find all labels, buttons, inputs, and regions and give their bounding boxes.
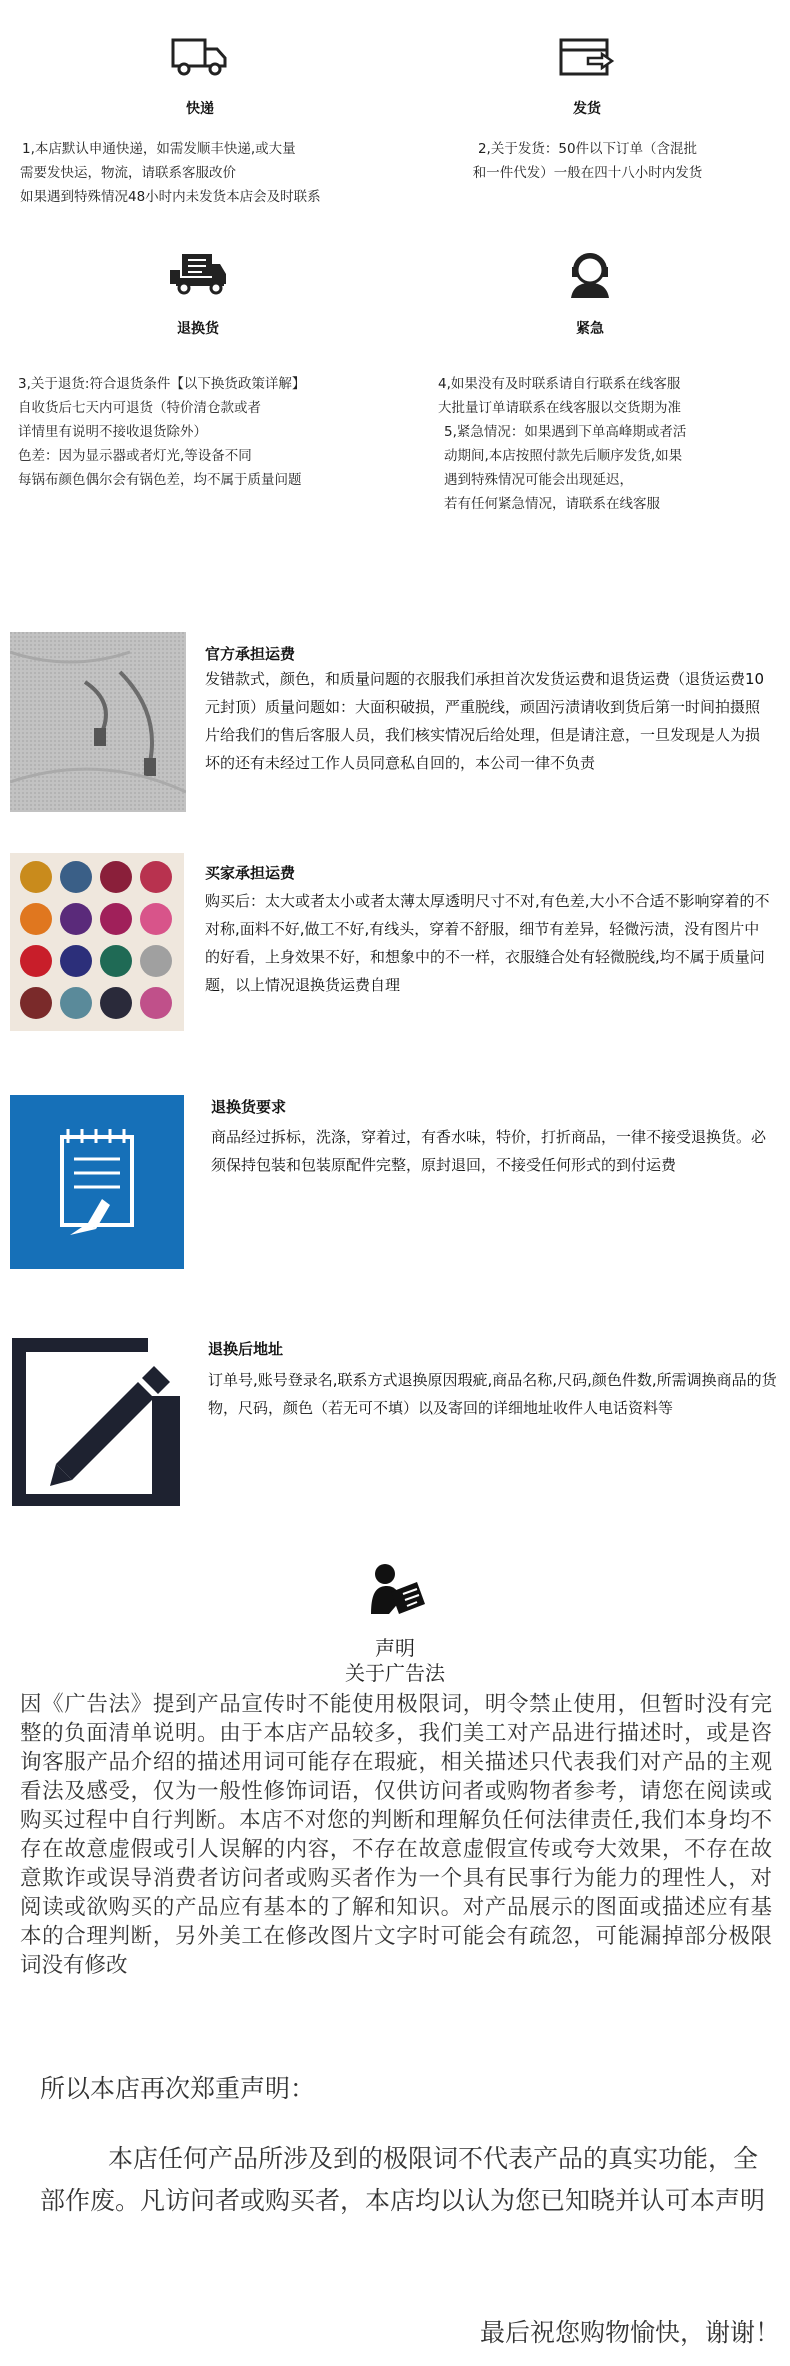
yarn-swatch <box>60 861 92 893</box>
edit-pencil-icon <box>10 1336 182 1508</box>
yarn-color-swatches-photo <box>10 853 184 1031</box>
returns-line: 自收货后七天内可退货（特价清仓款或者 <box>18 400 261 416</box>
section-body: 商品经过拆标，洗涤，穿着过，有香水味，特价，打折商品，一律不接受退换货。必须保持包装和包装原配件完整，原封退回，不接受任何形式的到付运费 <box>211 1128 767 1174</box>
customer-service-icon <box>565 250 615 300</box>
urgent-line: 若有任何紧急情况，请联系在线客服 <box>444 496 660 512</box>
urgent-line: 大批量订单请联系在线客服以交货期为准 <box>438 400 681 416</box>
yarn-swatch <box>100 945 132 977</box>
yarn-swatch <box>140 945 172 977</box>
urgent-title: 紧急 <box>576 321 604 337</box>
declaration-restate: 所以本店再次郑重声明： <box>40 2074 316 2103</box>
declaration-body: 因《广告法》提到产品宣传时不能使用极限词，明令禁止使用，但暂时没有完整的负面清单说明。由于本店产品较多，我们美工对产品进行描述时，或是咨询客服产品介绍的描述用词可能存在瑕疵，相关描述只代表我们对产品的主观看法及感受，仅为一般性修饰词语，仅供访问者或购物者参考，请您在阅读或购买过程中自行判断。本店不对您的判断和理解负任何法律责任,我们本身均不存在故意虚假或引人误解的内容，不存在故意虚假宣传或夸大效果，不存在故意欺诈或误导消费者访问者或购买者作为一个具有民事行为能力的理性人，对阅读或欲购买的产品应有基本的了解和知识。对产品展示的图面或描述应有基本的合理判断，另外美工在修改图片文字时可能会有疏忽，可能漏掉部分极限词没有修改 <box>20 1692 772 1978</box>
express-line: 如果遇到特殊情况48小时内未发货本店会及时联系 <box>20 189 321 205</box>
yarn-swatch <box>140 987 172 1019</box>
declaration-statement: 本店任何产品所涉及到的极限词不代表产品的真实功能，全部作废。凡访问者或购买者，本店均以认为您已知晓并认可本声明 <box>40 2144 766 2215</box>
shipping-line: 2,关于发货：50件以下订单（含混批 <box>477 141 698 157</box>
section-body: 发错款式，颜色，和质量问题的衣服我们承担首次发货运费和退货运费（退货运费10元封顶）质量问题如：大面积破损，严重脱线，顽固污渍请收到货后第一时间拍摄照片给我们的售后客服人员，我们核实情况后给处理，但是请注意，一旦发现是人为损坏的还有未经过工作人员同意私自回的，本公司一律不负责 <box>205 670 765 772</box>
urgent-line: 动期间,本店按照付款先后顺序发货,如果 <box>444 448 683 464</box>
declaration-title: 声明 <box>375 1636 415 1660</box>
express-line: 1,本店默认申通快递，如需发顺丰快递,或大量 <box>22 141 296 157</box>
section-body: 订单号,账号登录名,联系方式退换原因瑕疵,商品名称,尺码,颜色件数,所需调换商品的货物，尺码，颜色（若无可不填）以及寄回的详细地址收件人电话资料等 <box>208 1371 777 1417</box>
returns-text <box>18 372 398 492</box>
yarn-swatch <box>100 987 132 1019</box>
express-title: 快递 <box>186 101 214 117</box>
shipping-text <box>395 137 780 185</box>
yarn-swatch <box>20 987 52 1019</box>
delivery-truck-icon <box>168 250 228 296</box>
returns-line: 3,关于退货:符合退货条件【以下换货政策详解】 <box>18 376 306 392</box>
shipping-line: 和一件代发）一般在四十八小时内发货 <box>472 165 703 181</box>
shipping-title: 发货 <box>573 101 601 117</box>
section-title: 退换后地址 <box>208 1340 284 1358</box>
yarn-swatch <box>60 987 92 1019</box>
yarn-swatch <box>100 861 132 893</box>
returns-title: 退换货 <box>177 321 219 337</box>
urgent-line: 遇到特殊情况可能会出现延迟， <box>444 472 633 488</box>
returns-line: 每锅布颜色偶尔会有锅色差，均不属于质量问题 <box>18 472 302 488</box>
yarn-swatch <box>20 945 52 977</box>
yarn-swatch <box>20 903 52 935</box>
declaration-subtitle: 关于广告法 <box>345 1661 445 1685</box>
yarn-swatch <box>60 903 92 935</box>
urgent-text <box>438 372 783 516</box>
yarn-swatch <box>140 903 172 935</box>
urgent-line: 5,紧急情况：如果遇到下单高峰期或者活 <box>444 424 687 440</box>
yarn-swatch <box>100 903 132 935</box>
section-body: 购买后：太大或者太小或者太薄太厚透明尺寸不对,有色差,大小不合适不影响穿着的不对称,面料不好,做工不好,有线头，穿着不舒服，细节有差异，轻微污渍，没有图片中的好看，上身效果不好，和想象中的不一样，衣服缝合处有轻微脱线,均不属于质量问题，以上情况退换货运费自理 <box>205 892 770 994</box>
grey-fabric-drawstring-photo <box>10 632 186 812</box>
yarn-swatch <box>20 861 52 893</box>
truck-icon <box>170 36 228 78</box>
closing-text: 最后祝您购物愉快，谢谢！ <box>479 2318 780 2347</box>
yarn-swatch <box>60 945 92 977</box>
urgent-line: 4,如果没有及时联系请自行联系在线客服 <box>438 376 681 392</box>
notepad-pen-icon <box>10 1095 184 1269</box>
section-title: 官方承担运费 <box>205 645 296 663</box>
express-text <box>20 137 390 209</box>
section-title: 买家承担运费 <box>205 864 296 882</box>
section-title: 退换货要求 <box>211 1098 287 1116</box>
reading-person-icon <box>367 1562 429 1622</box>
returns-line: 详情里有说明不接收退货除外） <box>18 424 207 440</box>
yarn-swatch <box>140 861 172 893</box>
express-line: 需要发快运，物流，请联系客服改价 <box>20 165 236 181</box>
returns-line: 色差：因为显示器或者灯光,等设备不同 <box>18 448 252 464</box>
box-icon <box>558 36 616 78</box>
